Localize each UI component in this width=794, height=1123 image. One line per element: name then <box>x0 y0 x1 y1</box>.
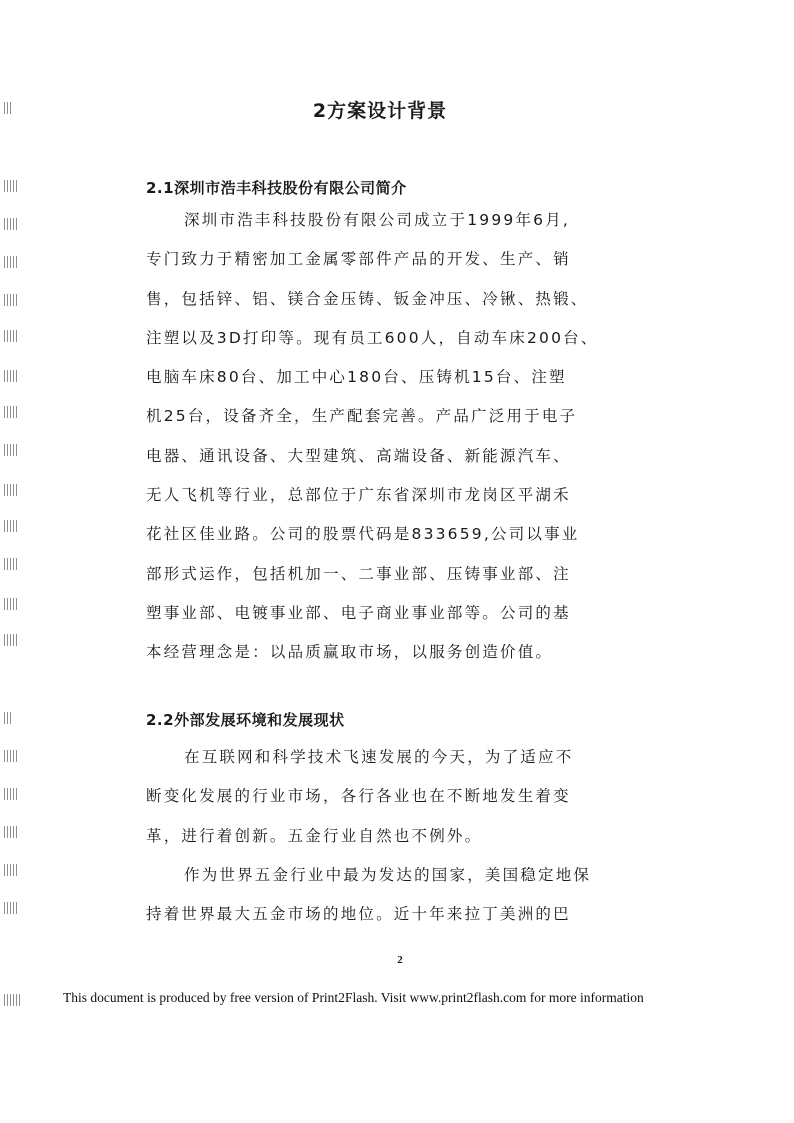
margin-artifact <box>4 294 18 306</box>
text-line: 革，进行着创新。五金行业自然也不例外。 <box>146 826 483 845</box>
section-body <box>146 201 646 673</box>
margin-artifact <box>4 370 18 382</box>
margin-artifact <box>4 598 18 610</box>
margin-artifact <box>4 558 18 570</box>
footer-notice: This document is produced by free version of Print2Flash. Visit www.print2flash.com for more information <box>63 990 644 1005</box>
section-body <box>146 738 646 934</box>
margin-artifact <box>4 330 18 342</box>
margin-artifact <box>4 902 18 914</box>
text-line: 断变化发展的行业市场，各行各业也在不断地发生着变 <box>146 787 571 806</box>
text-line: 售，包括锌、铝、镁合金压铸、钣金冲压、冷锹、热锻、 <box>146 289 589 308</box>
margin-artifact <box>4 218 18 230</box>
text-line: 塑事业部、电镀事业部、电子商业事业部等。公司的基 <box>146 603 571 622</box>
text-line: 电器、通讯设备、大型建筑、高端设备、新能源汽车、 <box>146 446 571 465</box>
text-line: 无人飞机等行业，总部位于广东省深圳市龙岗区平湖禾 <box>146 486 571 505</box>
text-line: 专门致力于精密加工金属零部件产品的开发、生产、销 <box>146 250 571 269</box>
margin-artifact <box>4 994 22 1006</box>
text-line: 本经营理念是：以品质赢取市场，以服务创造价值。 <box>146 643 554 662</box>
margin-artifact <box>4 712 12 724</box>
page-number: 2 <box>397 954 403 966</box>
text-line: 机25台，设备齐全，生产配套完善。产品广泛用于电子 <box>146 407 578 426</box>
text-line: 花社区佳业路。公司的股票代码是833659,公司以事业 <box>146 525 580 544</box>
text-line: 部形式运作，包括机加一、二事业部、压铸事业部、注 <box>146 564 571 583</box>
margin-artifact <box>4 444 18 456</box>
margin-artifact <box>4 406 18 418</box>
page-title: 2方案设计背景 <box>312 100 448 122</box>
section-heading: 2.2外部发展环境和发展现状 <box>146 711 345 729</box>
margin-artifact <box>4 256 18 268</box>
margin-artifact <box>4 484 18 496</box>
section-heading: 2.1深圳市浩丰科技股份有限公司简介 <box>146 179 407 197</box>
text-line: 深圳市浩丰科技股份有限公司成立于1999年6月, <box>184 211 571 229</box>
text-line: 持着世界最大五金市场的地位。近十年来拉丁美洲的巴 <box>146 905 571 924</box>
text-line: 在互联网和科学技术飞速发展的今天，为了适应不 <box>184 748 574 766</box>
text-line: 作为世界五金行业中最为发达的国家，美国稳定地保 <box>184 865 592 884</box>
margin-artifact <box>4 520 18 532</box>
margin-artifact <box>4 180 18 192</box>
margin-artifact <box>4 788 18 800</box>
text-line: 注塑以及3D打印等。现有员工600人，自动车床200台、 <box>146 328 599 347</box>
margin-artifact <box>4 864 18 876</box>
margin-artifact <box>4 826 18 838</box>
margin-artifact <box>4 634 18 646</box>
text-line: 电脑车床80台、加工中心180台、压铸机15台、注塑 <box>146 368 567 387</box>
margin-artifact <box>4 750 18 762</box>
